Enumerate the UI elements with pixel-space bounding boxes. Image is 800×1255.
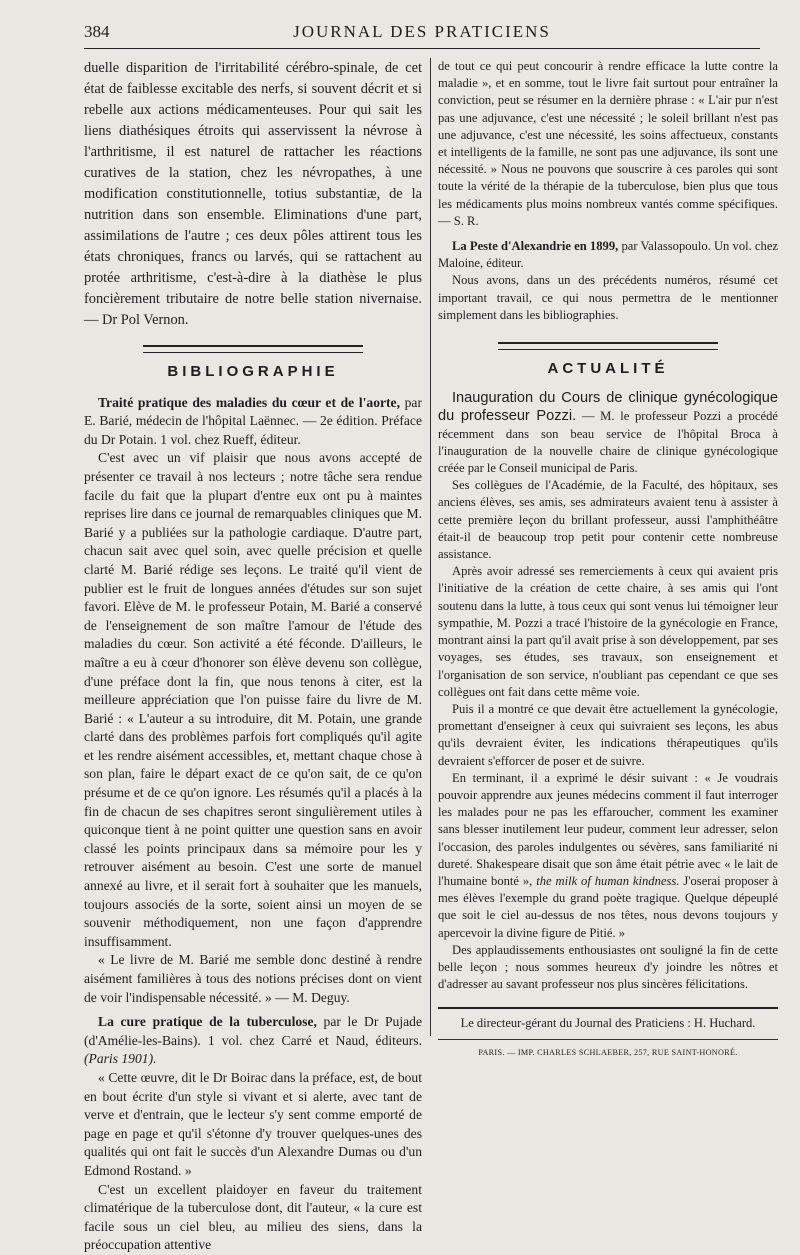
running-title: JOURNAL DES PRATICIENS [293,22,551,41]
section-rule [498,342,718,350]
review-heading: Traité pratique des maladies du cœur et de l'aorte, par E. Barié, médecin de l'hôpital Laënnec. — 2e édition. Préface du Dr Potain. 1 vol. chez Rueff, éditeur. [84,394,422,447]
bibliographie-section-header [84,345,422,382]
imprint [438,1007,778,1060]
column-divider [430,58,431,1036]
review-paragraph: « Cette œuvre, dit le Dr Boirac dans la préface, est, de bout en bout écrite d'un style si vivant et si alerte, avec tant de verve et d'entrain, que le lecteur s'y sent comme emporté de page en page et qu'il s'étonne d'y trouver quelques-unes des qualités qui ont fait le succès d'un Alexandre Dumas ou d'un Edmond Rostand. » [84,1069,422,1178]
left-column [84,58,422,1255]
review-heading: La Peste d'Alexandrie en 1899, par Valassopoulo. Un vol. chez Maloine, éditeur. [438,239,778,271]
review-heading: La cure pratique de la tuberculose, par le Dr Pujade (d'Amélie-les-Bains). 1 vol. chez Carré et Naud, éditeurs. (Paris 1901). [84,1014,422,1067]
review-paragraph: C'est un excellent plaidoyer en faveur du traitement climatérique de la tuberculose dont, dit l'auteur, « la cure est facile sous un ciel bleu, au milieu des siens, dans la préoccupation attentive [84,1181,422,1253]
news-heading: Inauguration du Cours de clinique gynécologique du professeur Pozzi. — M. le professeur Pozzi a procédé récemment dans son beau service de l'hôpital Broca à l'inauguration de la nouvelle chaire de clinique gynécologique créée par le Conseil municipal de Paris. [438,390,778,476]
printer-line: PARIS. — IMP. CHARLES SCHLAEBER, 257, RUE SAINT-HONORÉ. [438,1039,778,1061]
actualite-section-header [438,342,778,377]
news-paragraph: Puis il a montré ce que devait être actuellement la gynécologie, promettant d'enseigner à ceux qui suivraient ses leçons, les abus qu'ils devraient éviter, les indications thérapeutiques qu'ils devraient s'efforcer de poser et de suivre. [438,701,778,768]
news-paragraph: En terminant, il a exprimé le désir suivant : « Je voudrais pouvoir apprendre aux jeunes médecins comment il faut interroger les malades pour ne pas les effaroucher, comment les examiner sans blesser inutilement leur pudeur, comment leur adresser, selon l'occasion, des paroles indulgentes ou sévères, sans familiarité ni dureté. Shakespeare disait que son âme était pétrie avec « le lait de l'humaine bonté », the milk of human kindness. J'oserai proposer à mes élèves l'exemple du grand poète tragique. Quelque dépeuplé que soit le ciel au-dessus de nos têtes, nous devons toujours y apercevoir la divine figure de Pitié. » [438,770,778,940]
director-line: Le directeur-gérant du Journal des Praticiens : H. Huchard. [460,1016,756,1031]
page-header [84,18,760,49]
section-title: BIBLIOGRAPHIE [167,363,339,380]
right-column [438,58,778,1061]
review-continuation: de tout ce qui peut concourir à rendre efficace la lutte contre la maladie », et en somme, tout le livre fait surtout pour entraîner la conviction, peut se résumer en la dernière phrase : « L'air pur n'est pas une adjuvance, c'est une nécessité ; le soleil brillant n'est pas une adjuvance, c'est une nécessité, les soins affectueux, constants et intelligents de la famille, ne sont pas une adjuvance, ils sont une nécessité. » Nous ne pouvons que souscrire à ces paroles qui sont toute la vérité de la thérapie de la tuberculose, bien plus que tous les médicaments plus moins nombreux vantés comme spécifiques. — S. R. [438,59,778,228]
section-rule [143,345,363,353]
page-number: 384 [84,22,110,41]
review-paragraph: « Le livre de M. Barié me semble donc destiné à rendre aisément familières à tous des notions précises dont on vient de voir l'indispensable nécessité. » — M. Deguy. [84,952,422,1005]
review-paragraph: C'est avec un vif plaisir que nous avons accepté de présenter ce travail à nos lecteurs ; notre tâche sera rendue facile du fait que la plupart d'entre eux ont pu à maintes reprises lire dans ce journal de remarquables cliniques que M. Barié y a publiées sur la pathologie cardiaque. D'autre part, chacun sait avec quel soin, avec quelle précision et quelle clarté M. Barié rédige ses leçons. Le traité qu'il vient de publier est le fruit de longues années d'études sur son sujet favori. Elève de M. le professeur Potain, M. Barié a conservé de l'enseignement de son maître l'amour de l'étude des maladies du cœur. Son activité a été féconde. D'ailleurs, le maître a eu à cœur d'honorer son élève devenu son collègue, d'une préface dont la fin, que nous tenons à citer, est la meilleure appréciation que l'on puisse faire du livre de M. Barié : « L'auteur a su introduire, dit M. Potain, une grande clarté dans des problèmes parfois fort compliqués qu'il agite et les rendre aisément accessibles, et, mettant chaque chose à son plan, faire le départ exact de ce qu'on sait, de ce qu'on présume et de ce qu'on ignore. Les résumés qu'il a placés à la fin de chacun de ses chapitres seront singulièrement utiles à quiconque tient à ne point quitter une question sans en avoir classé les points principaux dans sa mémoire pour les y retrouver aisément au besoin. C'est une sorte de manuel annexé au livre, et il serait fort à souhaiter que les manuels, toujours associés de la sorte, soient ainsi un moyen de se souvenir méthodiquement, non une façon d'apprendre insuffisamment. [84,450,422,949]
news-paragraph: Ses collègues de l'Académie, de la Faculté, des hôpitaux, ses anciens élèves, ses amis, ses admirateurs avaient tenu à assister à cette première leçon du brillant professeur, aussi l'amphithéâtre était-il de beaucoup trop petit pour contenir cette nombreuse assistance. [438,478,778,562]
review-paragraph: Nous avons, dans un des précédents numéros, résumé cet important travail, ce qui nous permettra de le mentionner simplement dans les bibliographies. [438,273,778,322]
news-paragraph: Après avoir adressé ses remerciements à ceux qui avaient pris l'initiative de la création de cette chaire, à ses amis qui l'ont soutenu dans la lutte, à tous ceux qui sont venus lui témoigner leur sympathie, M. Pozzi a tracé l'histoire de la gynécologie en France, montrant ainsi la part qu'il avait prise à son développement, par ses voyages, ses études, ses travaux, son enseignement et l'organisation de son service, n'oubliant pas cependant ce que ses collègues ont fait dans cette même voie. [438,564,778,699]
news-paragraph: Des applaudissements enthousiastes ont souligné la fin de cette belle leçon ; nous sommes heureux d'y joindre les nôtres et d'adresser au savant professeur nos plus sincères félicitations. [438,942,778,992]
section-title: ACTUALITÉ [547,360,669,378]
article-continuation: duelle disparition de l'irritabilité cérébro-spinale, de cet état de faiblesse excitable des nerfs, si souvent décrit et si rebelle aux actions médicamenteuses. Pour qui sait les liens diathésiques étroits qui asservissent la névrose à l'arthritisme, il est naturel de rattacher les réactions curatives de la station, chez les névropathes, à une modification constitutionnelle, totius substantiæ, de la nutrition dans son ensemble. Eliminations d'une part, assimilations de l'autre ; ces deux pôles attirent tous les états chroniques, francs ou larvés, qui se rattachent au protée arthritisme, c'est-à-dire à la diathèse le plus foncièrement tributaire de notre belle station nivernaise. — Dr Pol Vernon. [84,60,422,328]
